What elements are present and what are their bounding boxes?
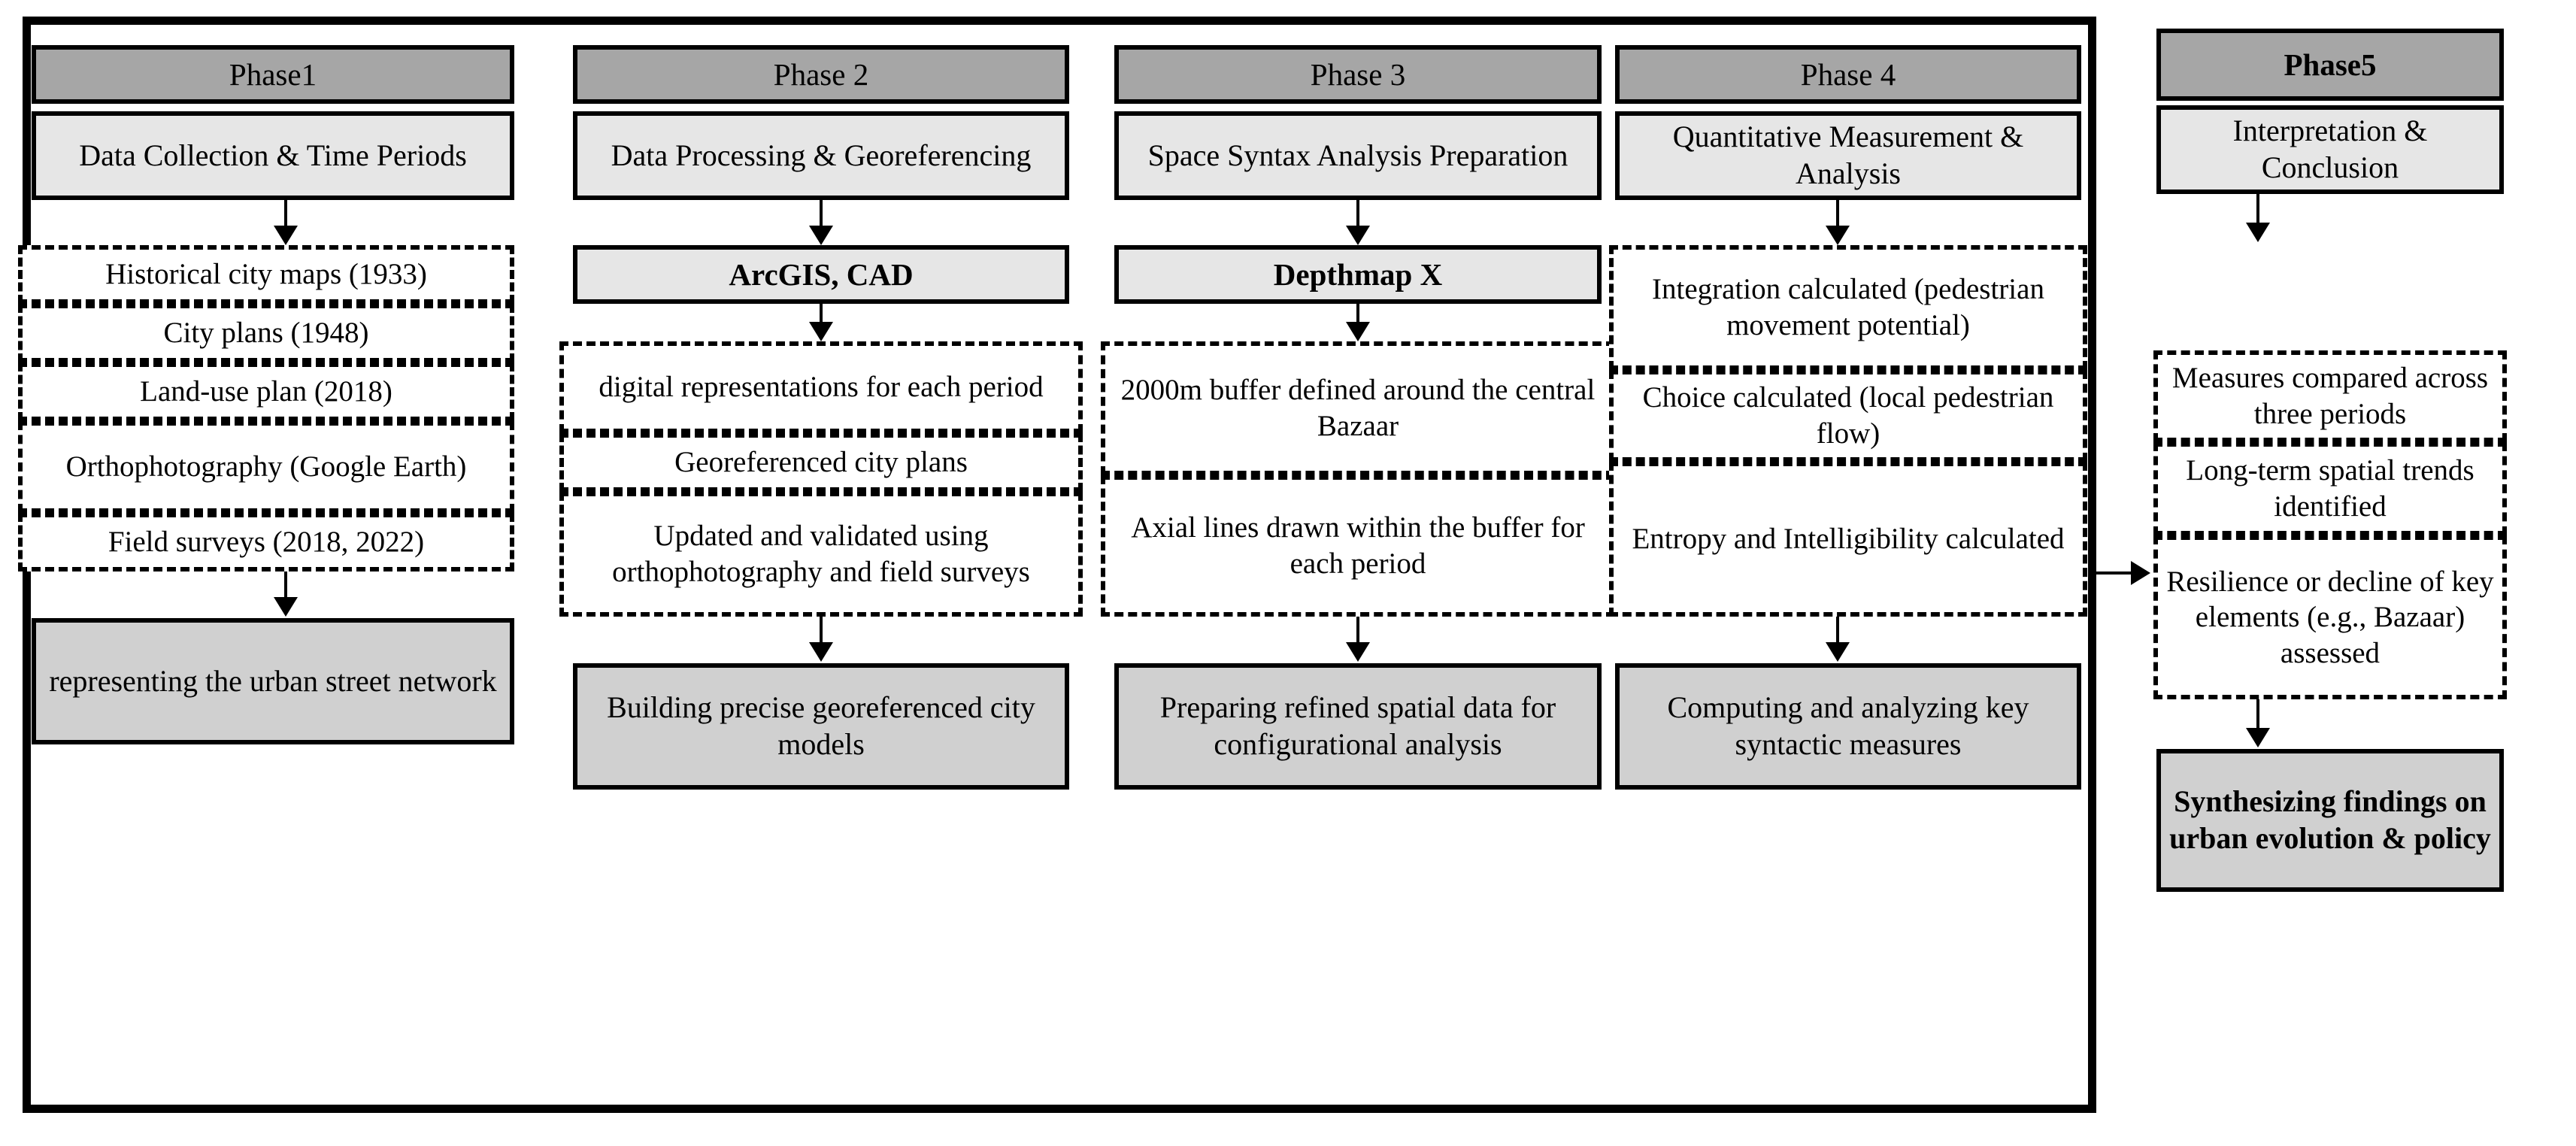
phase4-header: [1615, 45, 2081, 104]
phase1-outcome: [32, 618, 514, 744]
phase3-header-label: Phase 3: [1310, 56, 1406, 92]
phase3-outcome: [1114, 663, 1602, 790]
phase2-step-2-label: Georeferenced city plans: [674, 446, 968, 479]
phase1-header: [32, 45, 514, 104]
phase2-step-1: [559, 341, 1083, 433]
phase1-outcome-label: representing the urban street network: [49, 663, 497, 698]
phase1-header-label: Phase1: [229, 56, 317, 92]
phase2-outcome: [573, 663, 1069, 790]
phase5-outcome: [2156, 749, 2504, 892]
phase1-step-4: [18, 421, 514, 513]
phase2-step-3-label: Updated and validated using orthophotography and field surveys: [612, 520, 1030, 588]
phase2-outcome-label: Building precise georeferenced city models: [607, 690, 1035, 761]
phase5-subtitle: [2156, 105, 2504, 194]
phase3-step-2: [1101, 475, 1615, 617]
phase2-step-3: [559, 492, 1083, 617]
phase1-step-2: [18, 304, 514, 362]
phase2-header-label: Phase 2: [773, 56, 869, 92]
phase4-step-2: [1609, 370, 2087, 462]
phase1-subtitle: [32, 111, 514, 200]
phase2-tool-label: ArcGIS, CAD: [729, 256, 914, 292]
phase3-tool-label: Depthmap X: [1273, 256, 1443, 292]
phase5-step-3-label: Resilience or decline of key elements (e.g., Bazaar) assessed: [2166, 565, 2494, 669]
phase3-step-1: [1101, 341, 1615, 475]
phase1-step-3-label: Land-use plan (2018): [140, 375, 392, 408]
phase4-outcome: [1615, 663, 2081, 790]
phase1-step-2-label: City plans (1948): [163, 317, 369, 350]
phase3-step-2-label: Axial lines drawn within the buffer for each period: [1131, 511, 1585, 580]
phase4-step-1: [1609, 245, 2087, 370]
phase5-outcome-label: Synthesizing findings on urban evolution & policy: [2169, 784, 2491, 855]
phase2-step-2: [559, 433, 1083, 492]
phase2-step-1-label: digital representations for each period: [599, 371, 1044, 404]
phase3-tool: [1114, 245, 1602, 304]
phase5-step-3: [2153, 535, 2507, 699]
phase5-subtitle-label: Interpretation & Conclusion: [2232, 114, 2428, 184]
phase2-header: [573, 45, 1069, 104]
phase2-subtitle-label: Data Processing & Georeferencing: [611, 138, 1032, 172]
phase4-step-1-label: Integration calculated (pedestrian movement potential): [1652, 273, 2044, 341]
phase1-step-1-label: Historical city maps (1933): [105, 258, 427, 291]
phase4-outcome-label: Computing and analyzing key syntactic measures: [1667, 690, 2029, 761]
phase4-subtitle: [1615, 111, 2081, 200]
phase5-step-1: [2153, 350, 2507, 442]
phase3-subtitle: [1114, 111, 1602, 200]
phase4-step-2-label: Choice calculated (local pedestrian flow): [1642, 381, 2054, 450]
phase4-step-3-label: Entropy and Intelligibility calculated: [1632, 523, 2065, 556]
phase3-outcome-label: Preparing refined spatial data for configurational analysis: [1159, 690, 1556, 761]
phase4-subtitle-label: Quantitative Measurement & Analysis: [1672, 120, 2024, 190]
phase2-tool: [573, 245, 1069, 304]
phase1-step-3: [18, 362, 514, 421]
phase5-header: [2156, 29, 2504, 101]
phase4-step-3: [1609, 462, 2087, 617]
phase5-step-2: [2153, 442, 2507, 535]
phase3-header: [1114, 45, 1602, 104]
phase4-header-label: Phase 4: [1800, 56, 1896, 92]
phase5-step-2-label: Long-term spatial trends identified: [2186, 454, 2474, 523]
phase3-step-1-label: 2000m buffer defined around the central Bazaar: [1120, 374, 1596, 442]
phase5-header-label: Phase5: [2284, 47, 2377, 82]
phase1-step-5: [18, 513, 514, 571]
phase2-subtitle: [573, 111, 1069, 200]
phase1-step-4-label: Orthophotography (Google Earth): [65, 450, 467, 484]
phase5-step-1-label: Measures compared across three periods: [2171, 362, 2489, 430]
phase1-step-1: [18, 245, 514, 304]
phase1-subtitle-label: Data Collection & Time Periods: [79, 138, 467, 172]
phase3-subtitle-label: Space Syntax Analysis Preparation: [1147, 138, 1568, 172]
phase1-step-5-label: Field surveys (2018, 2022): [108, 526, 425, 559]
